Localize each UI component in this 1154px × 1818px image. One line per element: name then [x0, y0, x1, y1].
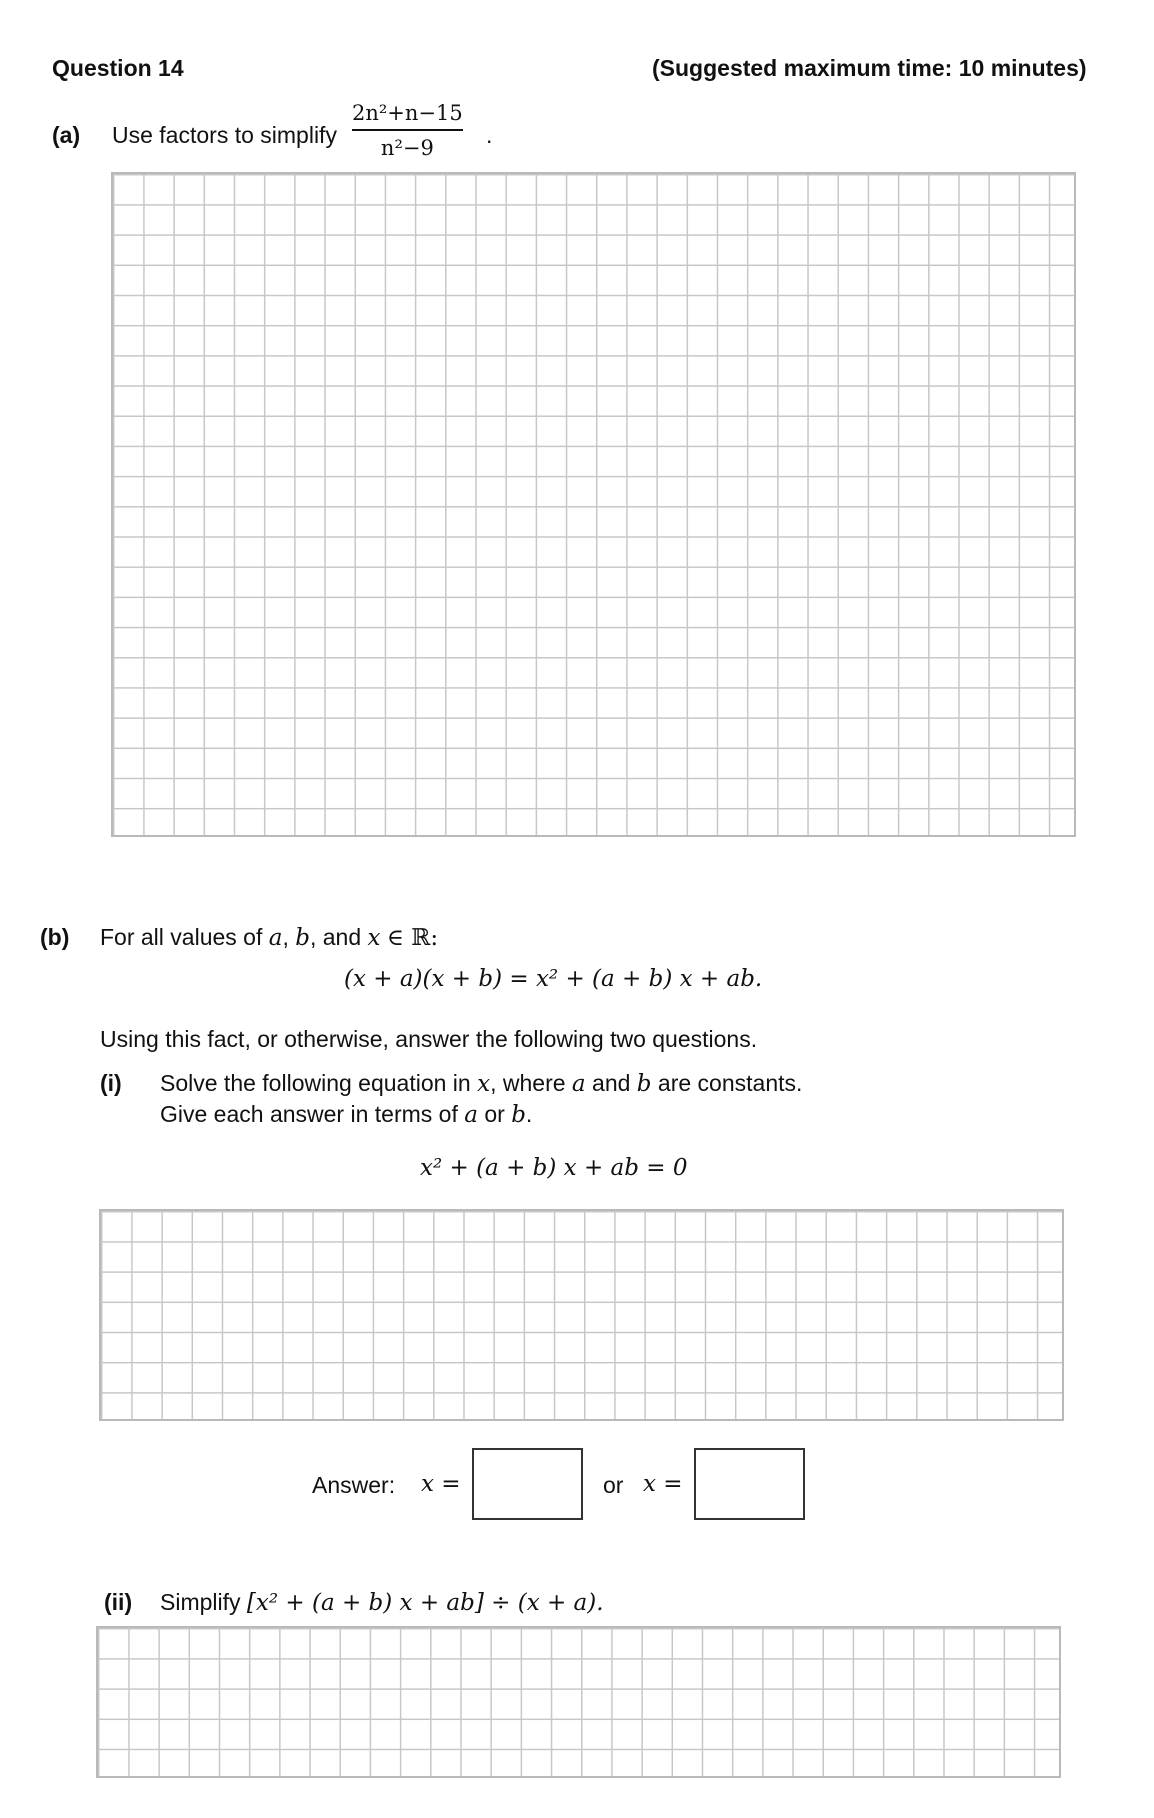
- sub-i-line2-text-1: Give each answer in terms of: [160, 1101, 458, 1127]
- fraction-end-punct: .: [486, 122, 493, 148]
- part-a-label: (a): [52, 122, 81, 148]
- intro-comma-1: ,: [282, 924, 289, 950]
- sub-i-line1-var-x: x: [477, 1071, 491, 1097]
- work-grid-b-i[interactable]: [99, 1209, 1064, 1421]
- fraction-numerator: 2n²+n−15: [352, 101, 463, 125]
- answer-box-2[interactable]: [694, 1448, 805, 1520]
- question-title: Question 14: [52, 55, 184, 81]
- sub-i-line-1: [160, 1069, 802, 1098]
- sub-i-line2-text-3: .: [525, 1101, 533, 1127]
- time-note: (Suggested maximum time: 10 minutes): [652, 55, 1087, 81]
- equation-i: x² + (a + b) x + ab = 0: [420, 1155, 688, 1181]
- part-b-intro: [100, 923, 438, 952]
- sub-ii-instruction: Simplify: [160, 1589, 241, 1615]
- sub-ii-label: (ii): [104, 1589, 133, 1615]
- intro-comma-2: , and: [309, 924, 362, 950]
- sub-ii-text: [160, 1588, 604, 1617]
- answer-x-eq-1: x =: [421, 1471, 461, 1497]
- sub-i-line1-var-a: a: [571, 1071, 586, 1097]
- work-grid-b-ii[interactable]: [96, 1626, 1061, 1778]
- sub-i-line1-text-4: are constants.: [657, 1070, 803, 1096]
- sub-i-line1-text-3: and: [592, 1070, 631, 1096]
- sub-ii-expression: [x² + (a + b) x + ab] ÷ (x + a).: [246, 1590, 604, 1616]
- answer-x-eq-2: x =: [643, 1471, 683, 1497]
- intro-text-1: For all values of: [100, 924, 263, 950]
- answer-box-1[interactable]: [472, 1448, 583, 1520]
- fraction-denominator: n²−9: [380, 136, 434, 160]
- sub-i-line2-text-2: or: [484, 1101, 505, 1127]
- sub-i-line1-text-2: , where: [490, 1070, 566, 1096]
- identity-equation: (x + a)(x + b) = x² + (a + b) x + ab.: [344, 966, 763, 992]
- part-a-instruction: Use factors to simplify: [112, 122, 337, 148]
- fraction-bar: [352, 129, 463, 131]
- intro-in-reals: ∈ ℝ:: [386, 925, 439, 951]
- work-grid-a[interactable]: [111, 172, 1076, 837]
- intro-var-a: a: [268, 925, 283, 951]
- fraction-expression: [352, 100, 463, 161]
- answer-or-text: or: [603, 1472, 624, 1498]
- sub-i-line2-var-b: b: [511, 1102, 526, 1128]
- sub-i-line-2: [160, 1100, 532, 1129]
- sub-i-line1-var-b: b: [636, 1071, 652, 1097]
- sub-i-line2-var-a: a: [464, 1102, 478, 1128]
- using-fact-text: Using this fact, or otherwise, answer the following two questions.: [100, 1026, 758, 1052]
- part-b-label: (b): [40, 924, 70, 950]
- intro-var-x: x: [367, 925, 381, 951]
- sub-i-label: (i): [100, 1070, 122, 1096]
- intro-var-b: b: [295, 925, 310, 951]
- answer-label: Answer:: [312, 1472, 396, 1498]
- sub-i-line1-text-1: Solve the following equation in: [160, 1070, 471, 1096]
